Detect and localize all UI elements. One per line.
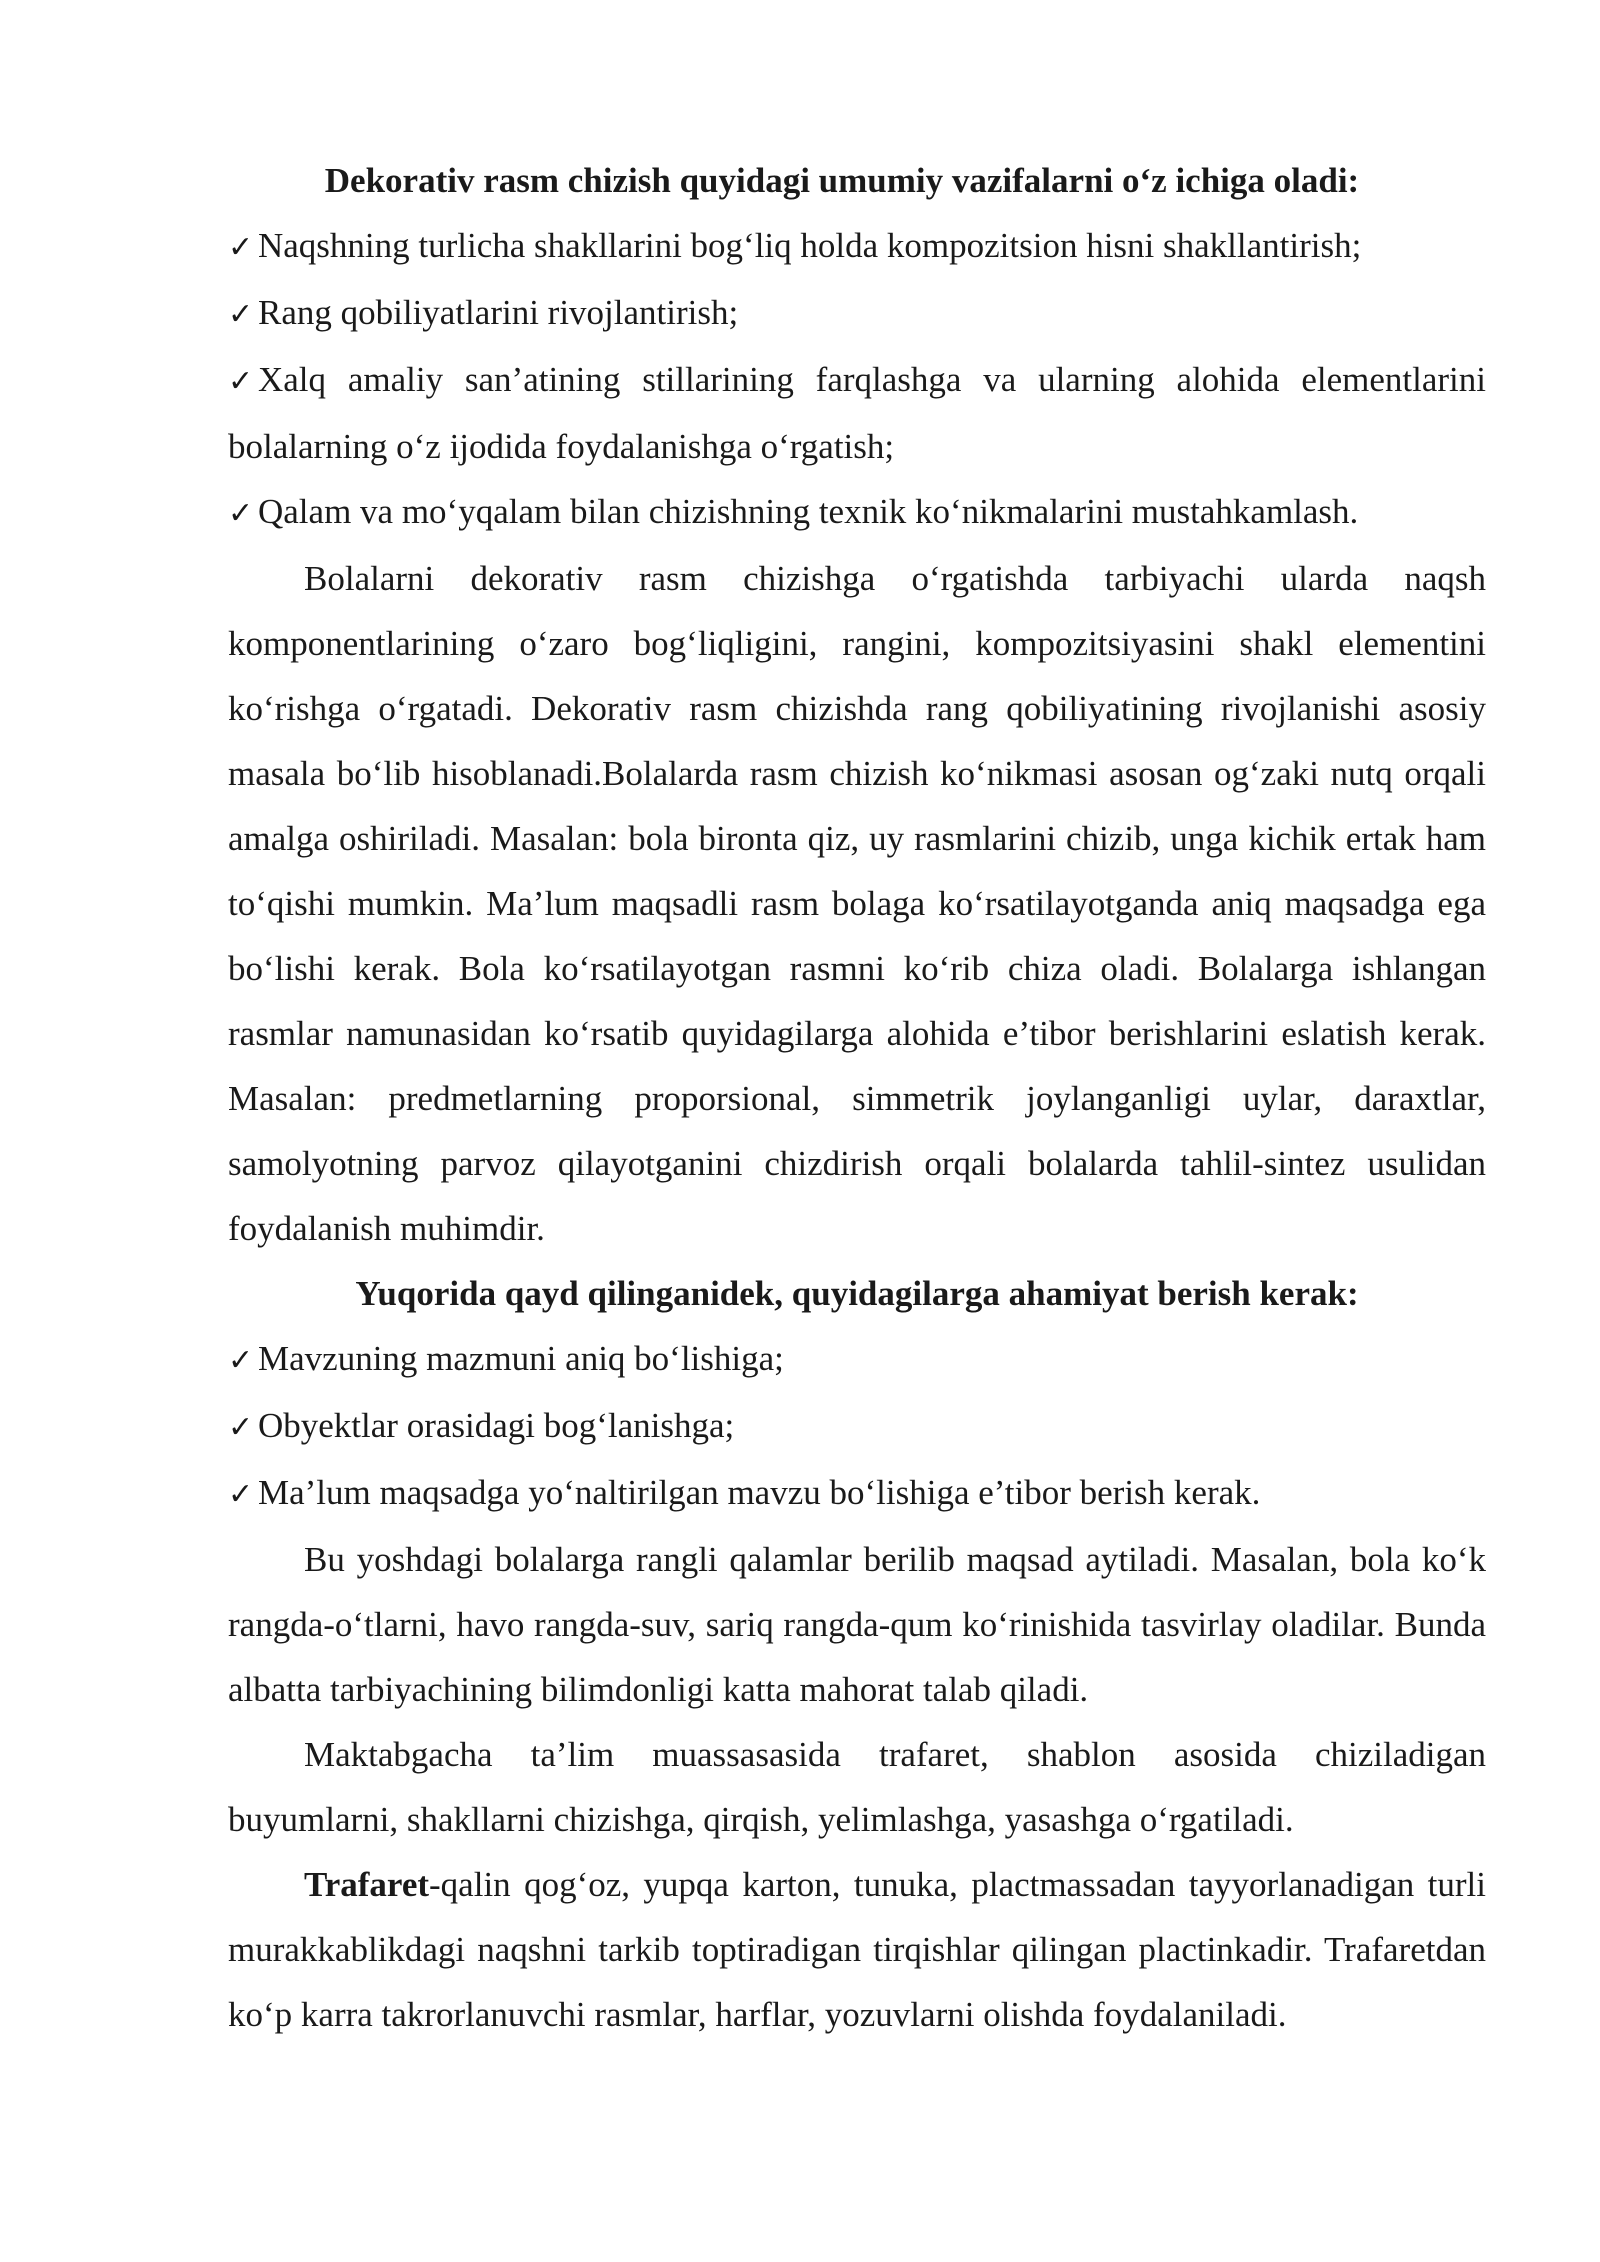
checkmark-icon: ✓ [228, 230, 254, 265]
list-item-text: Ma’lum maqsadga yo‘naltirilgan mavzu bo‘lishiga e’tibor berish kerak. [258, 1473, 1261, 1512]
list-item-text: Mavzuning mazmuni aniq bo‘lishiga; [258, 1339, 784, 1378]
list-item [228, 479, 1486, 546]
list-item [228, 280, 1486, 347]
paragraph-stencil-definition [228, 1852, 1486, 2047]
list-item [228, 213, 1486, 280]
heading-tasks: Dekorativ rasm chizish quyidagi umumiy vazifalarni o‘z ichiga oladi: [324, 161, 1360, 200]
heading-attention: Yuqorida qayd qilinganidek, quyidagilarga ahamiyat berish kerak: [355, 1274, 1359, 1313]
checkmark-icon: ✓ [228, 1343, 254, 1378]
list-item [228, 1460, 1486, 1527]
checkmark-icon: ✓ [228, 364, 254, 399]
list-item [228, 1326, 1486, 1393]
definition-text: -qalin qog‘oz, yupqa karton, tunuka, plactmassadan tayyorlanadigan turli murakkablikdagi naqshni tarkib toptiradigan tirqishlar qilingan plactinkadir. Trafaretdan ko‘p karra takrorlanuvchi rasmlar, harflar, yozuvlarni olishda foydalaniladi. [228, 1865, 1486, 2034]
list-item-text: Naqshning turlicha shakllarini bog‘liq holda kompozitsion hisni shakllantirish; [258, 226, 1362, 265]
list-item-text: Xalq amaliy san’atining stillarining farqlashga va ularning alohida elementlarini bolalarning o‘z ijodida foydalanishga o‘rgatish; [228, 360, 1486, 466]
checkmark-icon: ✓ [228, 297, 254, 332]
list-item [228, 347, 1486, 479]
list-item-text: Rang qobiliyatlarini rivojlantirish; [258, 293, 739, 332]
term-trafaret: Trafaret [304, 1865, 430, 1904]
list-item [228, 1393, 1486, 1460]
paragraph-colored-pencils: Bu yoshdagi bolalarga rangli qalamlar berilib maqsad aytiladi. Masalan, bola ko‘k rangda-o‘tlarni, havo rangda-suv, sariq rangda-qum ko‘rinishida tasvirlay oladilar. Bunda albatta tarbiyachining bilimdonligi katta mahorat talab qiladi. [228, 1540, 1486, 1709]
checkmark-icon: ✓ [228, 1410, 254, 1445]
paragraph-stencil-intro: Maktabgacha ta’lim muassasasida trafaret, shablon asosida chiziladigan buyumlarni, shakllarni chizishga, qirqish, yelimlashga, yasashga o‘rgatiladi. [228, 1735, 1486, 1839]
list-item-text: Qalam va mo‘yqalam bilan chizishning texnik ko‘nikmalarini mustahkamlash. [258, 492, 1359, 531]
checkmark-icon: ✓ [228, 1477, 254, 1512]
paragraph-teaching: Bolalarni dekorativ rasm chizishga o‘rgatishda tarbiyachi ularda naqsh komponentlarining o‘zaro bog‘liqligini, rangini, kompozitsiyasini shakl elementini ko‘rishga o‘rgatadi. Dekorativ rasm chizishda rang qobiliyatining rivojlanishi asosiy masala bo‘lib hisoblanadi.Bolalarda rasm chizish ko‘nikmasi asosan og‘zaki nutq orqali amalga oshiriladi. Masalan: bola bironta qiz, uy rasmlarini chizib, unga kichik ertak ham to‘qishi mumkin. Ma’lum maqsadli rasm bolaga ko‘rsatilayotganda aniq maqsadga ega bo‘lishi kerak. Bola ko‘rsatilayotgan rasmni ko‘rib chiza oladi. Bolalarga ishlangan rasmlar namunasidan ko‘rsatib quyidagilarga alohida e’tibor berishlarini eslatish kerak. Masalan: predmetlarning proporsional, simmetrik joylanganligi uylar, daraxtlar, samolyotning parvoz qilayotganini chizdirish orqali bolalarda tahlil-sintez usulidan foydalanish muhimdir. [228, 559, 1486, 1248]
list-item-text: Obyektlar orasidagi bog‘lanishga; [258, 1406, 735, 1445]
checkmark-icon: ✓ [228, 496, 254, 531]
